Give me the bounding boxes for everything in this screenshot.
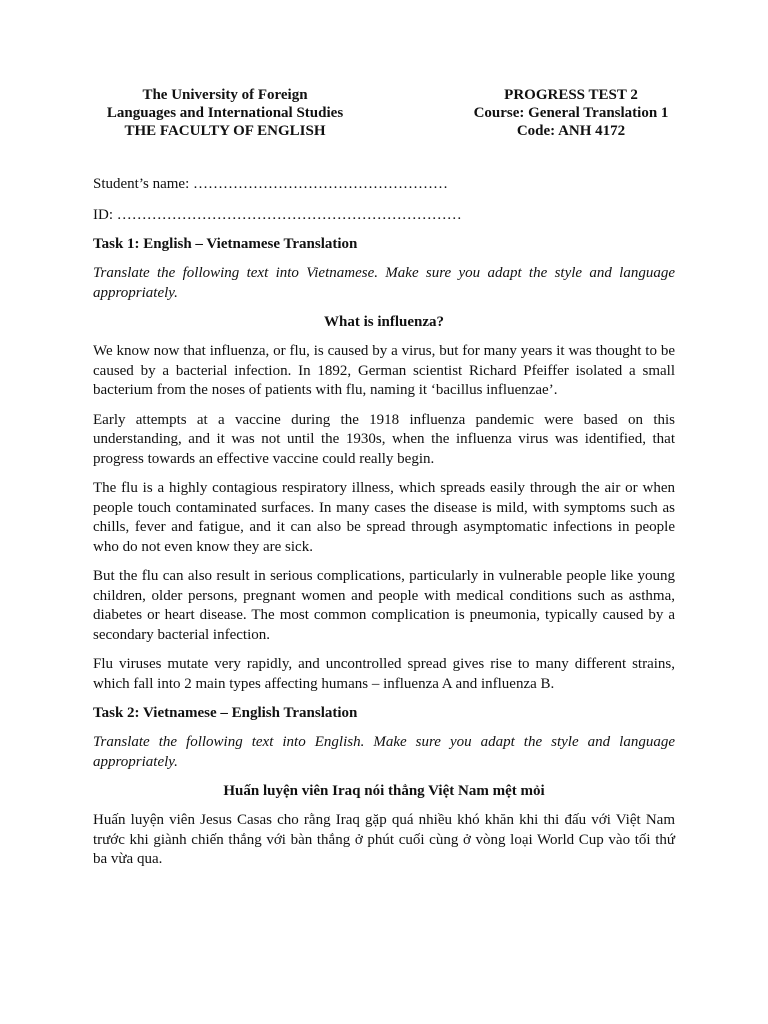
university-name-line-2: Languages and International Studies bbox=[106, 105, 344, 121]
faculty-name: THE FACULTY OF ENGLISH bbox=[124, 123, 326, 139]
test-title: PROGRESS TEST 2 bbox=[504, 87, 638, 103]
university-name-line-1: The University of Foreign bbox=[142, 87, 308, 103]
task1-paragraph: Flu viruses mutate very rapidly, and uncontrolled spread gives rise to many different strains, which fall into 2 main types affecting humans – influenza A and influenza B. bbox=[93, 656, 675, 692]
test-info-block bbox=[441, 86, 701, 140]
task1-paragraph: But the flu can also result in serious complications, particularly in vulnerable people like young children, older persons, pregnant women and people with medical conditions such as asthma, diabetes or heart disease. The most common complication is pneumonia, typically caused by a secondary bacterial infection. bbox=[93, 568, 675, 643]
task1-paragraph: Early attempts at a vaccine during the 1918 influenza pandemic were based on this understanding, and it was not until the 1930s, when the influenza virus was identified, that progress towards an effective vaccine could really begin. bbox=[93, 411, 675, 467]
course-code: Code: ANH 4172 bbox=[516, 123, 626, 139]
course-name: Course: General Translation 1 bbox=[473, 105, 669, 121]
student-id-field: ID: …………………………………………………………… bbox=[93, 207, 462, 223]
task2-paragraph: Huấn luyện viên Jesus Casas cho rằng Iraq gặp quá nhiều khó khăn khi thi đấu với Việt Nam trước khi giành chiến thắng với bàn thắng ở phút cuối cùng ở vòng loại World Cup vào tối thứ ba vừa qua. bbox=[93, 812, 675, 867]
task1-paragraph: We know now that influenza, or flu, is caused by a virus, but for many years it was thought to be caused by a bacterial infection. In 1892, German scientist Richard Pfeiffer isolated a small bacterium from the noses of patients with flu, naming it ‘bacillus influenzae’. bbox=[93, 343, 675, 398]
task1-text-title: What is influenza? bbox=[323, 314, 444, 330]
document-header bbox=[93, 86, 675, 140]
task2-instruction: Translate the following text into English. Make sure you adapt the style and language appropriately. bbox=[93, 734, 675, 770]
institution-block bbox=[75, 86, 375, 140]
student-name-field: Student’s name: …………………………………………… bbox=[93, 176, 448, 192]
task1-paragraph: The flu is a highly contagious respiratory illness, which spreads easily through the air or when people touch contaminated surfaces. In many cases the disease is mild, with symptoms such as chills, fever and fatigue, and it can also be spread through asymptomatic infections in people who do not even know they are sick. bbox=[93, 480, 675, 555]
task2-title: Task 2: Vietnamese – English Translation bbox=[93, 705, 358, 721]
task1-instruction: Translate the following text into Vietnamese. Make sure you adapt the style and language appropriately. bbox=[93, 265, 675, 301]
task1-title: Task 1: English – Vietnamese Translation bbox=[93, 236, 358, 252]
task2-text-title: Huấn luyện viên Iraq nói thẳng Việt Nam mệt mỏi bbox=[223, 783, 545, 799]
